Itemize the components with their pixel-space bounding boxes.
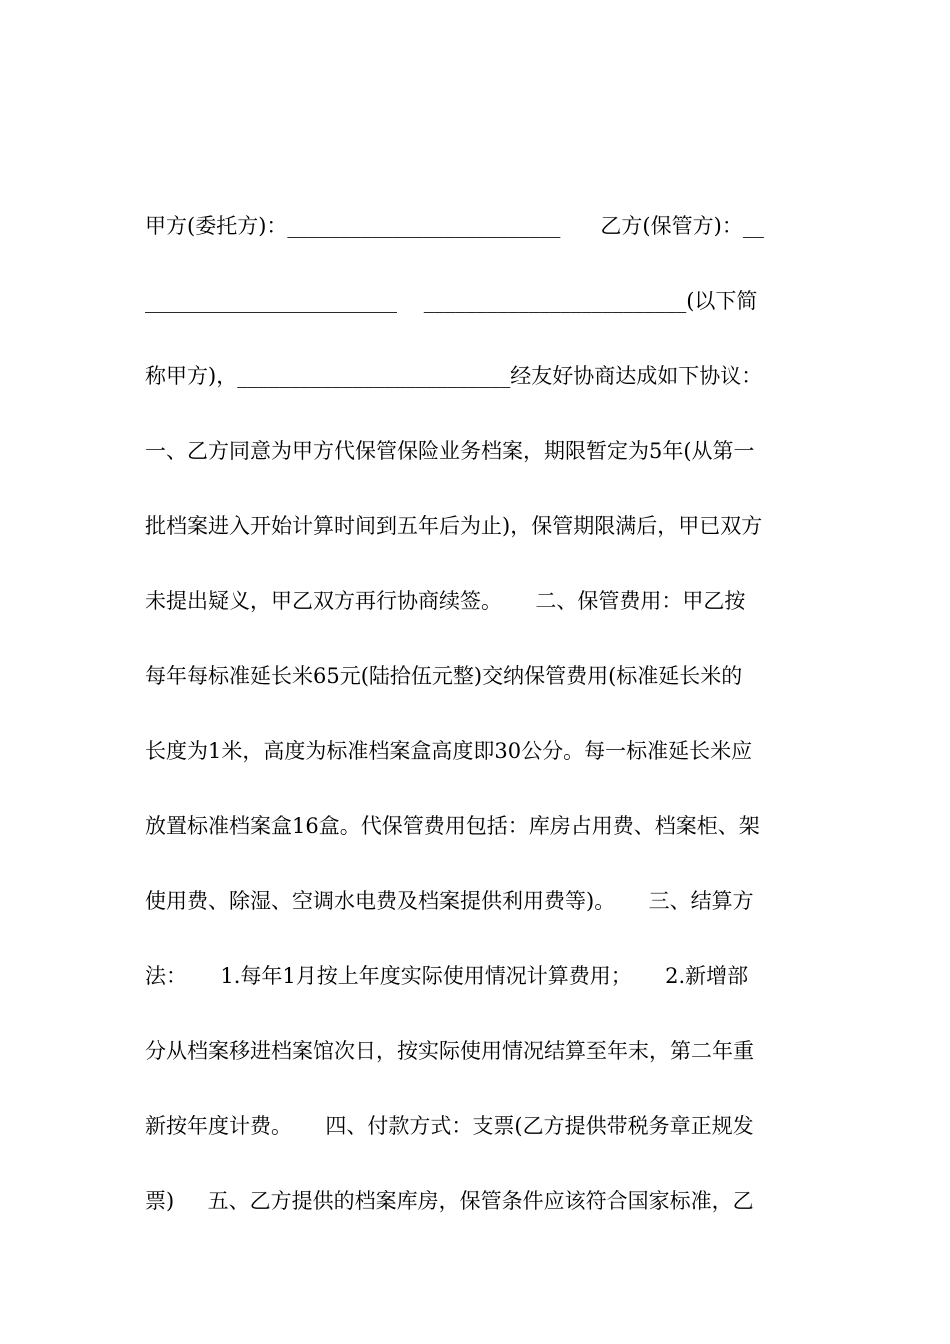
text-line: 一、乙方同意为甲方代保管保险业务档案，期限暂定为5年(从第一 (145, 439, 755, 463)
text-line: 每年每标准延长米65元(陆拾伍元整)交纳保管费用(标准延长米的 (145, 664, 743, 688)
text-line: 长度为1米，高度为标准档案盒高度即30公分。每一标准延长米应 (145, 739, 753, 763)
text-line: 甲方(委托方)：__________________________ 乙方(保管方)：__ (145, 214, 764, 238)
text-line: 使用费、除湿、空调水电费及档案提供利用费等)。 三、结算方 (145, 889, 754, 913)
text-line: ________________________ _________________________(以下简 (145, 289, 758, 313)
text-line: 称甲方)，__________________________经友好协商达成如下协议： (145, 364, 763, 388)
text-line: 放置标准档案盒16盒。代保管费用包括：库房占用费、档案柜、架 (145, 814, 760, 838)
text-line: 法： 1.每年1月按上年度实际使用情况计算费用； 2.新增部 (145, 964, 749, 988)
text-line: 分从档案移进档案馆次日，按实际使用情况结算至年末，第二年重 (145, 1039, 754, 1063)
text-line: 批档案进入开始计算时间到五年后为止)，保管期限满后，甲已双方 (145, 514, 763, 538)
text-line: 票) 五、乙方提供的档案库房，保管条件应该符合国家标准，乙 (145, 1189, 754, 1213)
text-line: 未提出疑义，甲乙双方再行协商续签。 二、保管费用：甲乙按 (145, 589, 746, 613)
text-line: 新按年度计费。 四、付款方式：支票(乙方提供带税务章正规发 (145, 1114, 754, 1138)
